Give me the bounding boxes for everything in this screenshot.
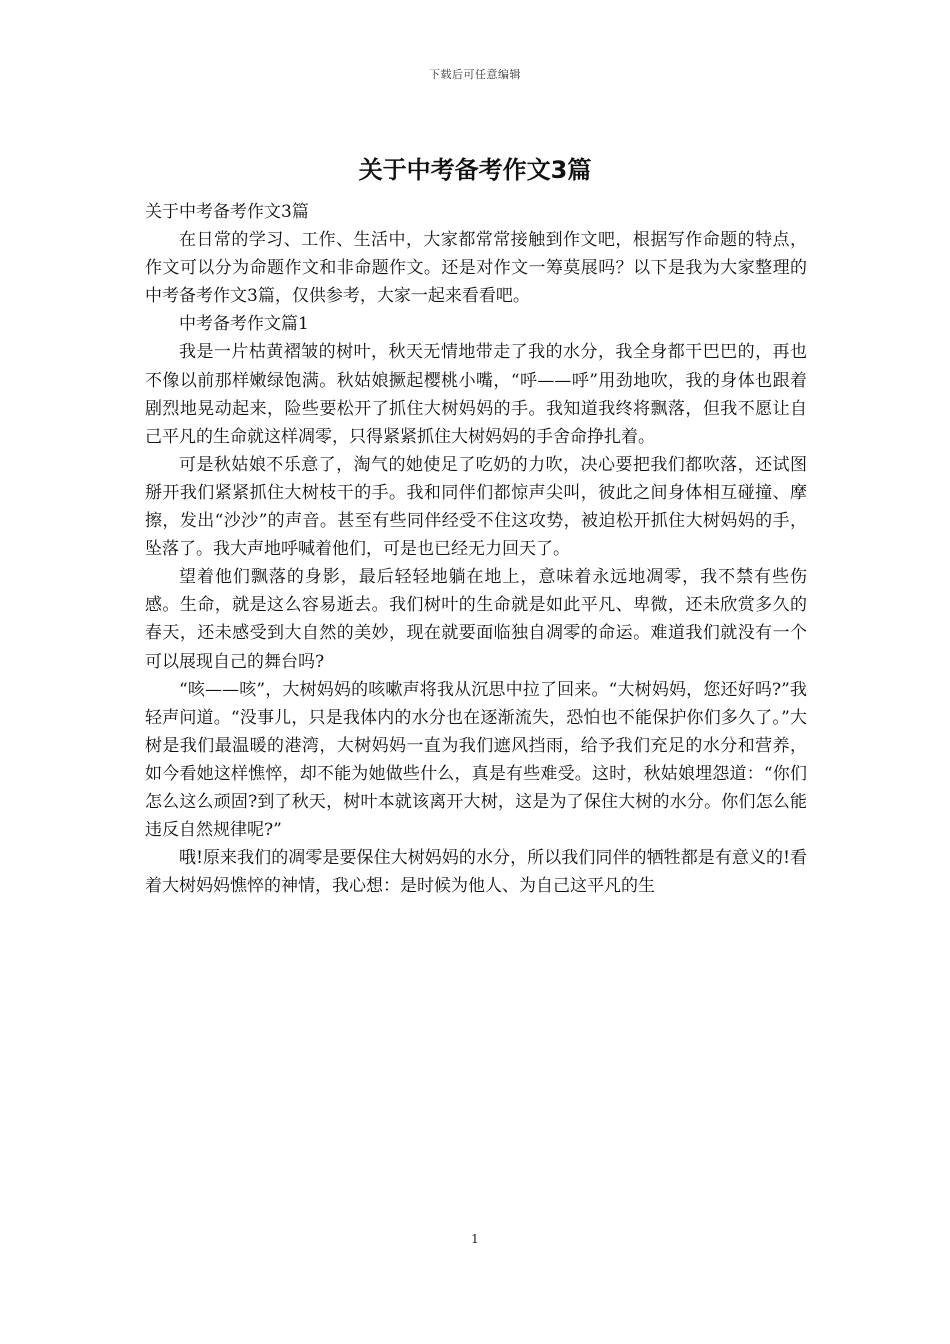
- document-title: 关于中考备考作文3篇: [358, 156, 592, 184]
- paragraph: 哦!原来我们的凋零是要保住大树妈妈的水分，所以我们同伴的牺牲都是有意义的!看着大树妈妈憔悴的神情，我心想：是时候为他人、为自己这平凡的生: [145, 848, 807, 897]
- paragraph: 在日常的学习、工作、生活中，大家都常常接触到作文吧，根据写作命题的特点，作文可以分为命题作文和非命题作文。还是对作文一筹莫展吗？以下是我为大家整理的中考备考作文3篇，仅供参考，大家一起来看看吧。: [145, 230, 807, 307]
- page-number: 1: [471, 1232, 479, 1246]
- paragraph: “咳——咳”，大树妈妈的咳嗽声将我从沉思中拉了回来。“大树妈妈，您还好吗?”我轻声问道。“没事儿，只是我体内的水分也在逐渐流失，恐怕也不能保护你们多久了。”大树是我们最温暖的港湾，大树妈妈一直为我们遮风挡雨，给予我们充足的水分和营养，如今看她这样憔悴，却不能为她做些什么，真是有些难受。这时，秋姑娘埋怨道：“你们怎么这么顽固?到了秋天，树叶本就该离开大树，这是为了保住大树的水分。你们怎么能违反自然规律呢?”: [145, 679, 807, 841]
- paragraph: 可是秋姑娘不乐意了，淘气的她使足了吃奶的力吹，决心要把我们都吹落，还试图掰开我们紧紧抓住大树枝干的手。我和同伴们都惊声尖叫，彼此之间身体相互碰撞、摩擦，发出“沙沙”的声音。甚至有些同伴经受不住这攻势，被迫松开抓住大树妈妈的手，坠落了。我大声地呼喊着他们，可是也已经无力回天了。: [145, 454, 807, 560]
- section-heading: 中考备考作文篇1: [179, 314, 309, 335]
- document-body: [145, 198, 807, 900]
- header-note: 下载后可任意编辑: [429, 68, 521, 81]
- paragraph: 望着他们飘落的身影，最后轻轻地躺在地上，意味着永远地凋零，我不禁有些伤感。生命，就是这么容易逝去。我们树叶的生命就是如此平凡、卑微，还未欣赏多久的春天，还未感受到大自然的美妙，现在就要面临独自凋零的命运。难道我们就没有一个可以展现自己的舞台吗?: [145, 567, 807, 672]
- paragraph: 我是一片枯黄褶皱的树叶，秋天无情地带走了我的水分，我全身都干巴巴的，再也不像以前那样嫩绿饱满。秋姑娘撅起樱桃小嘴，“呼——呼”用劲地吹，我的身体也跟着剧烈地晃动起来，险些要松开了抓住大树妈妈的手。我知道我终将飘落，但我不愿让自己平凡的生命就这样凋零，只得紧紧抓住大树妈妈的手舍命挣扎着。: [145, 342, 807, 447]
- document-subtitle: 关于中考备考作文3篇: [145, 202, 309, 222]
